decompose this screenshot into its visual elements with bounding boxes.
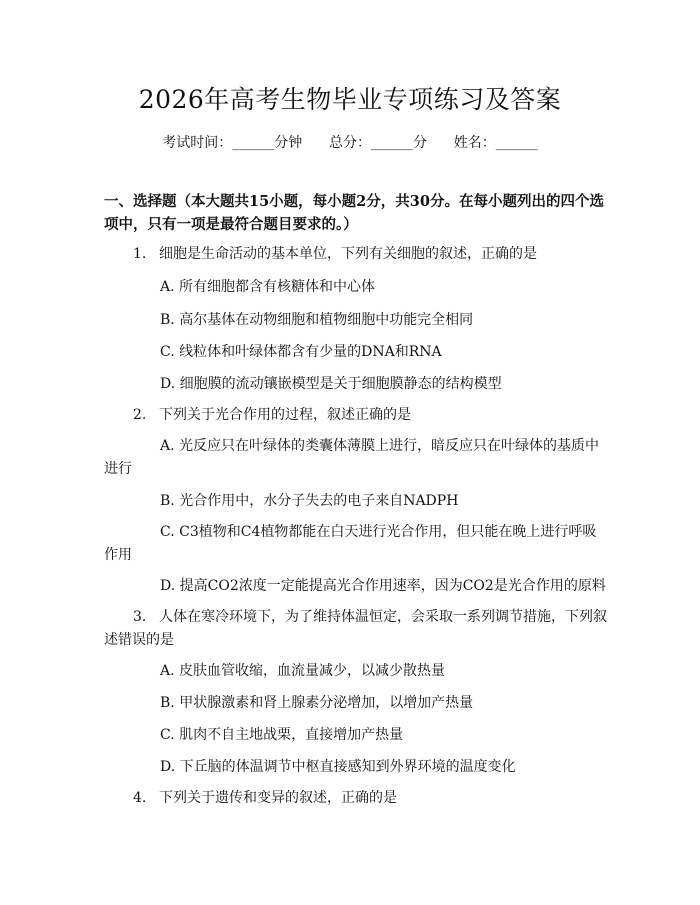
question-stem: 下列关于光合作用的过程，叙述正确的是 — [159, 407, 411, 423]
question-1-option-d: D. 细胞膜的流动镶嵌模型是关于细胞膜静态的结构模型 — [160, 376, 502, 392]
exam-meta — [0, 132, 700, 152]
student-name-field: 姓名：______ — [453, 135, 538, 151]
question-1-option-c: C. 线粒体和叶绿体都含有少量的DNA和RNA — [160, 344, 442, 360]
question-2-option-b: B. 光合作用中，水分子失去的电子来自NADPH — [160, 493, 459, 509]
exam-time-field: 考试时间：______分钟 — [162, 135, 303, 151]
question-stem: 细胞是生命活动的基本单位，下列有关细胞的叙述，正确的是 — [159, 246, 537, 262]
question-1 — [133, 243, 537, 263]
question-2-option-a-continued: 进行 — [104, 461, 132, 477]
question-1-option-b: B. 高尔基体在动物细胞和植物细胞中功能完全相同 — [160, 312, 474, 328]
question-stem: 下列关于遗传和变异的叙述，正确的是 — [159, 790, 397, 806]
question-3-stem-continued: 述错误的是 — [104, 632, 174, 648]
question-number: 1. — [133, 246, 147, 262]
question-2-option-c: C. C3植物和C4植物都能在白天进行光合作用，但只能在晚上进行呼吸 — [160, 524, 597, 540]
question-number: 2. — [133, 407, 147, 423]
question-3-option-a: A. 皮肤血管收缩，血流量减少，以减少散热量 — [160, 663, 446, 679]
question-3 — [133, 606, 607, 626]
total-score-field: 总分：______分 — [329, 135, 427, 151]
question-stem: 人体在寒冷环境下，为了维持体温恒定，会采取一系列调节措施，下列叙 — [159, 609, 607, 625]
page-title: 2026年高考生物毕业专项练习及答案 — [138, 85, 562, 114]
question-2-option-d: D. 提高CO2浓度一定能提高光合作用速率，因为CO2是光合作用的原料 — [160, 578, 606, 594]
question-3-option-b: B. 甲状腺激素和肾上腺素分泌增加，以增加产热量 — [160, 695, 474, 711]
question-3-option-d: D. 下丘脑的体温调节中枢直接感知到外界环境的温度变化 — [160, 759, 516, 775]
question-2 — [133, 404, 411, 424]
question-number: 4. — [133, 790, 147, 806]
question-number: 3. — [133, 609, 147, 625]
section-heading: 一、选择题（本大题共15小题，每小题2分，共30分。在每小题列出的四个选项中，只有一项是最符合题目要求的。） — [104, 193, 604, 233]
question-3-option-c: C. 肌肉不自主地战栗，直接增加产热量 — [160, 727, 404, 743]
question-2-option-a: A. 光反应只在叶绿体的类囊体薄膜上进行，暗反应只在叶绿体的基质中 — [160, 438, 600, 454]
question-4 — [133, 787, 397, 807]
question-2-option-c-continued: 作用 — [104, 547, 132, 563]
question-1-option-a: A. 所有细胞都含有核糖体和中心体 — [160, 279, 376, 295]
